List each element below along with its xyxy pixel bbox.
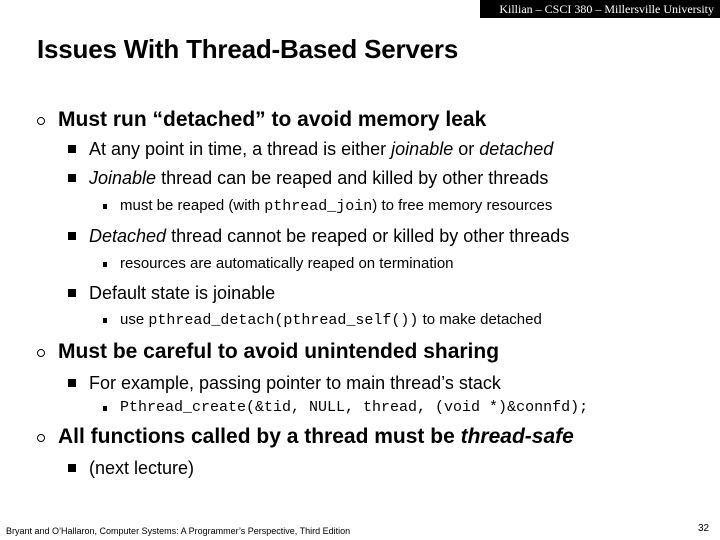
footer-citation: Bryant and O’Hallaron, Computer Systems: A Programmer’s Perspective, Third Edition (6, 526, 351, 536)
bullet-unintended-sharing: Must be careful to avoid unintended sharing (58, 340, 500, 363)
square-bullet-icon (68, 174, 76, 182)
square-bullet-icon (68, 145, 76, 153)
bullet-thread-safe: All functions called by a thread must be thread-safe (58, 425, 574, 448)
small-square-bullet-icon (103, 318, 107, 323)
sub-bullet-default-state: Default state is joinable (89, 283, 276, 303)
page-number: 32 (698, 523, 710, 534)
code-pthread-join: pthread_join (264, 198, 373, 215)
hollow-circle-bullet-icon (37, 117, 45, 125)
code-pthread-detach: pthread_detach(pthread_self()) (148, 312, 419, 329)
hollow-circle-bullet-icon (37, 434, 45, 442)
small-square-bullet-icon (103, 262, 107, 267)
sub-bullet-detached-thread: Detached thread cannot be reaped or killed by other threads (89, 226, 570, 246)
bullet-detached-leak: Must run “detached” to avoid memory leak (58, 108, 487, 131)
square-bullet-icon (68, 379, 76, 387)
square-bullet-icon (68, 232, 76, 240)
sub-bullet-joinable-thread: Joinable thread can be reaped and killed by other threads (89, 168, 549, 188)
detail-auto-reaped: resources are automatically reaped on termination (120, 255, 454, 272)
slide-title: Issues With Thread-Based Servers (37, 34, 459, 64)
square-bullet-icon (68, 464, 76, 472)
small-square-bullet-icon (103, 204, 107, 209)
detail-pthread-join: must be reaped (with pthread_join) to free memory resources (120, 197, 553, 215)
detail-pthread-detach: use pthread_detach(pthread_self()) to make detached (120, 311, 542, 329)
course-label: Killian – CSCI 380 – Millersville University (499, 2, 714, 16)
sub-bullet-joinable-or-detached: At any point in time, a thread is either joinable or detached (89, 139, 554, 159)
hollow-circle-bullet-icon (37, 349, 45, 357)
small-square-bullet-icon (103, 406, 107, 411)
sub-bullet-pointer-example: For example, passing pointer to main thread’s stack (89, 373, 501, 393)
square-bullet-icon (68, 289, 76, 297)
sub-bullet-next-lecture: (next lecture) (89, 458, 195, 478)
code-pthread-create: Pthread_create(&tid, NULL, thread, (void *)&connfd); (120, 399, 589, 416)
header-bar (480, 0, 720, 18)
